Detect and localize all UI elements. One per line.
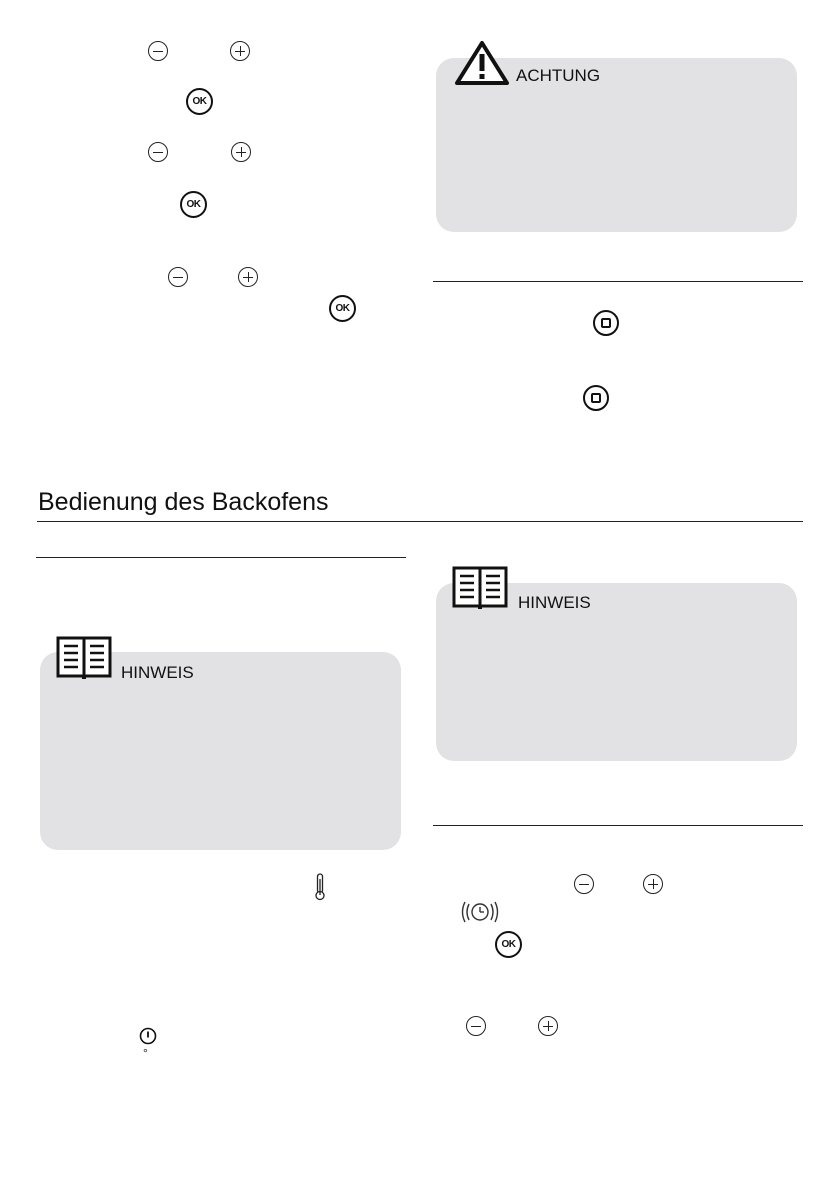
heading-rule: [37, 521, 803, 522]
stop-icon: [593, 310, 619, 336]
open-book-icon: [56, 636, 112, 681]
plus-icon: [538, 1016, 558, 1036]
minus-icon: [466, 1016, 486, 1036]
ok-label: OK: [186, 199, 201, 210]
thermometer-icon: [314, 873, 326, 901]
divider: [433, 825, 803, 826]
ok-button-icon: [495, 931, 522, 958]
open-book-icon: [452, 566, 508, 611]
ok-label: OK: [501, 939, 516, 950]
ok-label: OK: [192, 96, 207, 107]
ok-button-icon: [180, 191, 207, 218]
warning-triangle-icon: [454, 40, 510, 86]
note-title-right: HINWEIS: [518, 593, 591, 612]
ok-label: OK: [335, 303, 350, 314]
power-icon: [139, 1027, 157, 1045]
stop-icon: [583, 385, 609, 411]
minus-icon: [148, 142, 168, 162]
minus-icon: [574, 874, 594, 894]
minus-icon: [148, 41, 168, 61]
degree-symbol: °: [143, 1046, 148, 1060]
plus-icon: [238, 267, 258, 287]
plus-icon: [231, 142, 251, 162]
section-heading: Bedienung des Backofens: [38, 488, 329, 516]
ok-button-icon: [329, 295, 356, 322]
warning-title: ACHTUNG: [516, 66, 601, 85]
minus-icon: [168, 267, 188, 287]
plus-icon: [643, 874, 663, 894]
note-panel-left: [40, 652, 401, 850]
divider: [36, 557, 406, 558]
alarm-clock-icon: [461, 899, 499, 925]
note-title-left: HINWEIS: [121, 663, 194, 682]
plus-icon: [230, 41, 250, 61]
ok-button-icon: [186, 88, 213, 115]
divider: [433, 281, 803, 282]
